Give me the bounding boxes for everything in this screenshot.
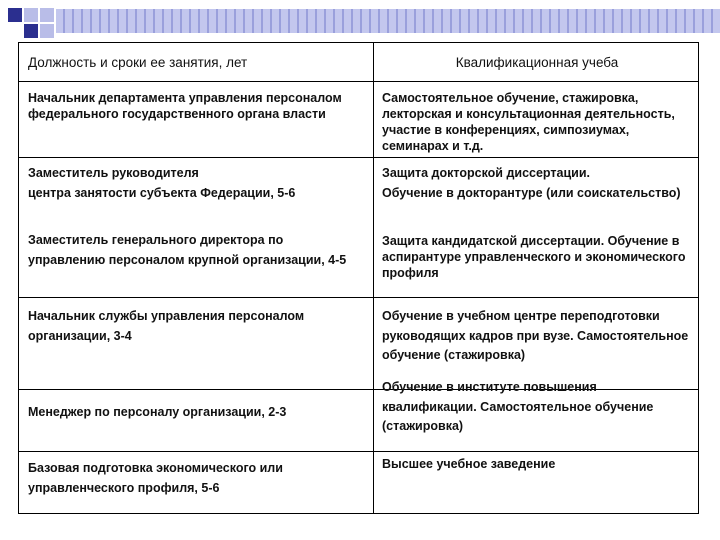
decor-square	[24, 8, 38, 22]
table-row	[19, 82, 698, 158]
position-cell	[28, 164, 363, 203]
decor-square	[40, 8, 54, 22]
position-cell: Менеджер по персоналу организации, 2-3	[28, 405, 287, 419]
position-cell: Начальник службы управления персоналом организации, 3-4	[28, 309, 305, 343]
qualification-table	[18, 42, 699, 514]
table-row	[19, 452, 698, 513]
position-text: Заместитель руководителя	[28, 166, 199, 180]
position-text: центра занятости субъекта Федерации, 5-6	[28, 185, 296, 200]
table-row	[19, 380, 698, 452]
position-cell: Базовая подготовка экономического или управленческого профиля, 5-6	[28, 461, 283, 495]
training-cell: Высшее учебное заведение	[382, 457, 556, 471]
training-cell	[382, 164, 692, 203]
position-cell: Начальник департамента управления персоналом федерального государственного органа власти	[28, 91, 342, 121]
position-cell: Заместитель генерального директора по управлению персоналом крупной организации, 4-5	[28, 233, 347, 267]
training-cell: Самостоятельное обучение, стажировка, лекторская и консультационная деятельность, участие в конференциях, симпозиумах, семинарах и т.д.	[382, 91, 675, 153]
table-row	[19, 158, 698, 298]
decor-square	[40, 24, 54, 38]
training-text: Защита докторской диссертации.	[382, 166, 590, 180]
decor-square	[24, 24, 38, 38]
table-row	[19, 298, 698, 390]
training-cell: Обучение в институте повышения квалификации. Самостоятельное обучение (стажировка)	[382, 380, 654, 433]
decor-square	[8, 8, 22, 22]
training-cell: Защита кандидатской диссертации. Обучение в аспирантуре управленческого и экономического профиля	[382, 234, 686, 280]
training-cell: Обучение в учебном центре переподготовки руководящих кадров при вузе. Самостоятельное обучение (стажировка)	[382, 309, 689, 362]
header-position-column: Должность и сроки ее занятия, лет	[28, 55, 248, 70]
decor-stripe-bar	[56, 9, 720, 33]
header-training-column: Квалификационная учеба	[455, 55, 619, 70]
training-text: Обучение в докторантуре (или соискательство)	[382, 185, 681, 200]
table-header-row	[19, 43, 698, 82]
